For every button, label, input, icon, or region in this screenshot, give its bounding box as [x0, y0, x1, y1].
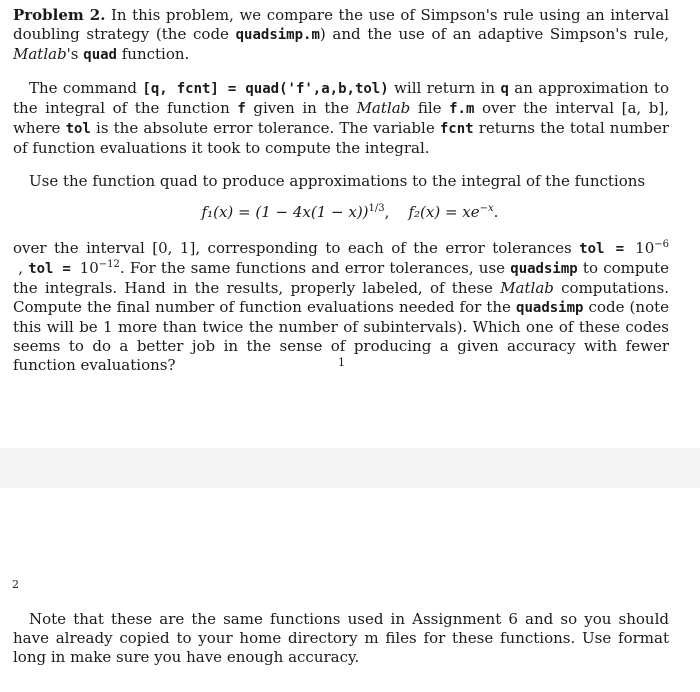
formula-f2: f₂(x) = xe — [408, 203, 480, 221]
formula-f1: f₁(x) = (1 − 4x(1 − x)) — [201, 203, 369, 221]
formula-separator: , — [384, 203, 409, 221]
tol-2-exponent: −12 — [98, 259, 120, 270]
tol-1-exponent: −6 — [654, 239, 669, 250]
formula — [0, 203, 700, 221]
tolerance-paragraph — [13, 239, 669, 375]
formula-end: . — [493, 203, 499, 221]
code-tol-1: tol = — [579, 241, 636, 257]
code-quadsimp: quadsimp — [510, 261, 578, 277]
matlab-italic: Matlab — [500, 279, 554, 297]
text: to compute the integrals. Hand in the results, properly labeled, of these — [13, 259, 670, 297]
formula-f2-exponent: −x — [479, 203, 494, 214]
code-command: [q, fcnt] = quad('f',a,b,tol) — [142, 81, 389, 97]
text: over the interval [a, b], where — [13, 99, 669, 137]
text: computations. Compute the final number of function evaluations needed for the — [13, 279, 670, 316]
code-q: q — [500, 81, 509, 97]
text: In this problem, we compare the use of Simpson's rule using an interval doubling strategy (the code — [13, 6, 670, 43]
code-quad: quad — [83, 47, 117, 63]
text: returns the total number of function evaluations it took to compute the integral. — [13, 119, 669, 157]
text: file — [410, 99, 450, 117]
page-number: 1 — [338, 356, 345, 369]
text: given in the — [245, 99, 357, 117]
code-fm: f.m — [449, 101, 475, 117]
tol-1-base: 10 — [635, 239, 655, 257]
code-fcnt: fcnt — [439, 121, 474, 137]
text: over the interval [0, 1], corresponding to each of the error tolerances — [13, 239, 580, 257]
problem-label: Problem 2. — [13, 6, 106, 24]
text: 's — [66, 45, 84, 63]
text: function. — [116, 45, 190, 63]
text: The command — [29, 79, 143, 97]
page-number: 2 — [12, 578, 19, 591]
tol-2-base: 10 — [79, 259, 99, 277]
matlab-italic: Matlab — [13, 45, 67, 63]
text: will return in — [388, 79, 501, 97]
code-quadsimp: quadsimp — [516, 300, 584, 316]
code-tol: tol — [65, 121, 91, 137]
intro-paragraph — [13, 6, 669, 65]
formula-f1-exponent: 1/3 — [368, 203, 385, 214]
code-f: f — [237, 101, 246, 117]
text: , — [13, 259, 29, 277]
matlab-italic: Matlab — [356, 99, 411, 117]
page-2 — [0, 488, 700, 692]
code-quadsimp: quadsimp.m — [235, 27, 320, 43]
text: is the absolute error tolerance. The variable — [90, 119, 440, 137]
note-paragraph: Note that these are the same functions used in Assignment 6 and so you should have already copied to your home directory m files for these functions. Use format long in make sure you have enough accuracy. — [13, 610, 669, 666]
command-paragraph — [13, 79, 669, 158]
text: an approximation to the integral of the function — [13, 79, 669, 117]
text: . For the same functions and error tolerances, use — [119, 259, 511, 277]
code-tol-2: tol = — [28, 261, 80, 277]
page-gap — [0, 448, 700, 488]
text: ) and the use of an adaptive Simpson's rule, — [319, 25, 669, 43]
text: code (note this will be 1 more than twice the number of subintervals). Which one of these codes seems to do a better job in the sense of producing a given accuracy with fewer function evaluations? — [13, 298, 669, 374]
use-paragraph: Use the function quad to produce approximations to the integral of the functions — [29, 172, 646, 190]
